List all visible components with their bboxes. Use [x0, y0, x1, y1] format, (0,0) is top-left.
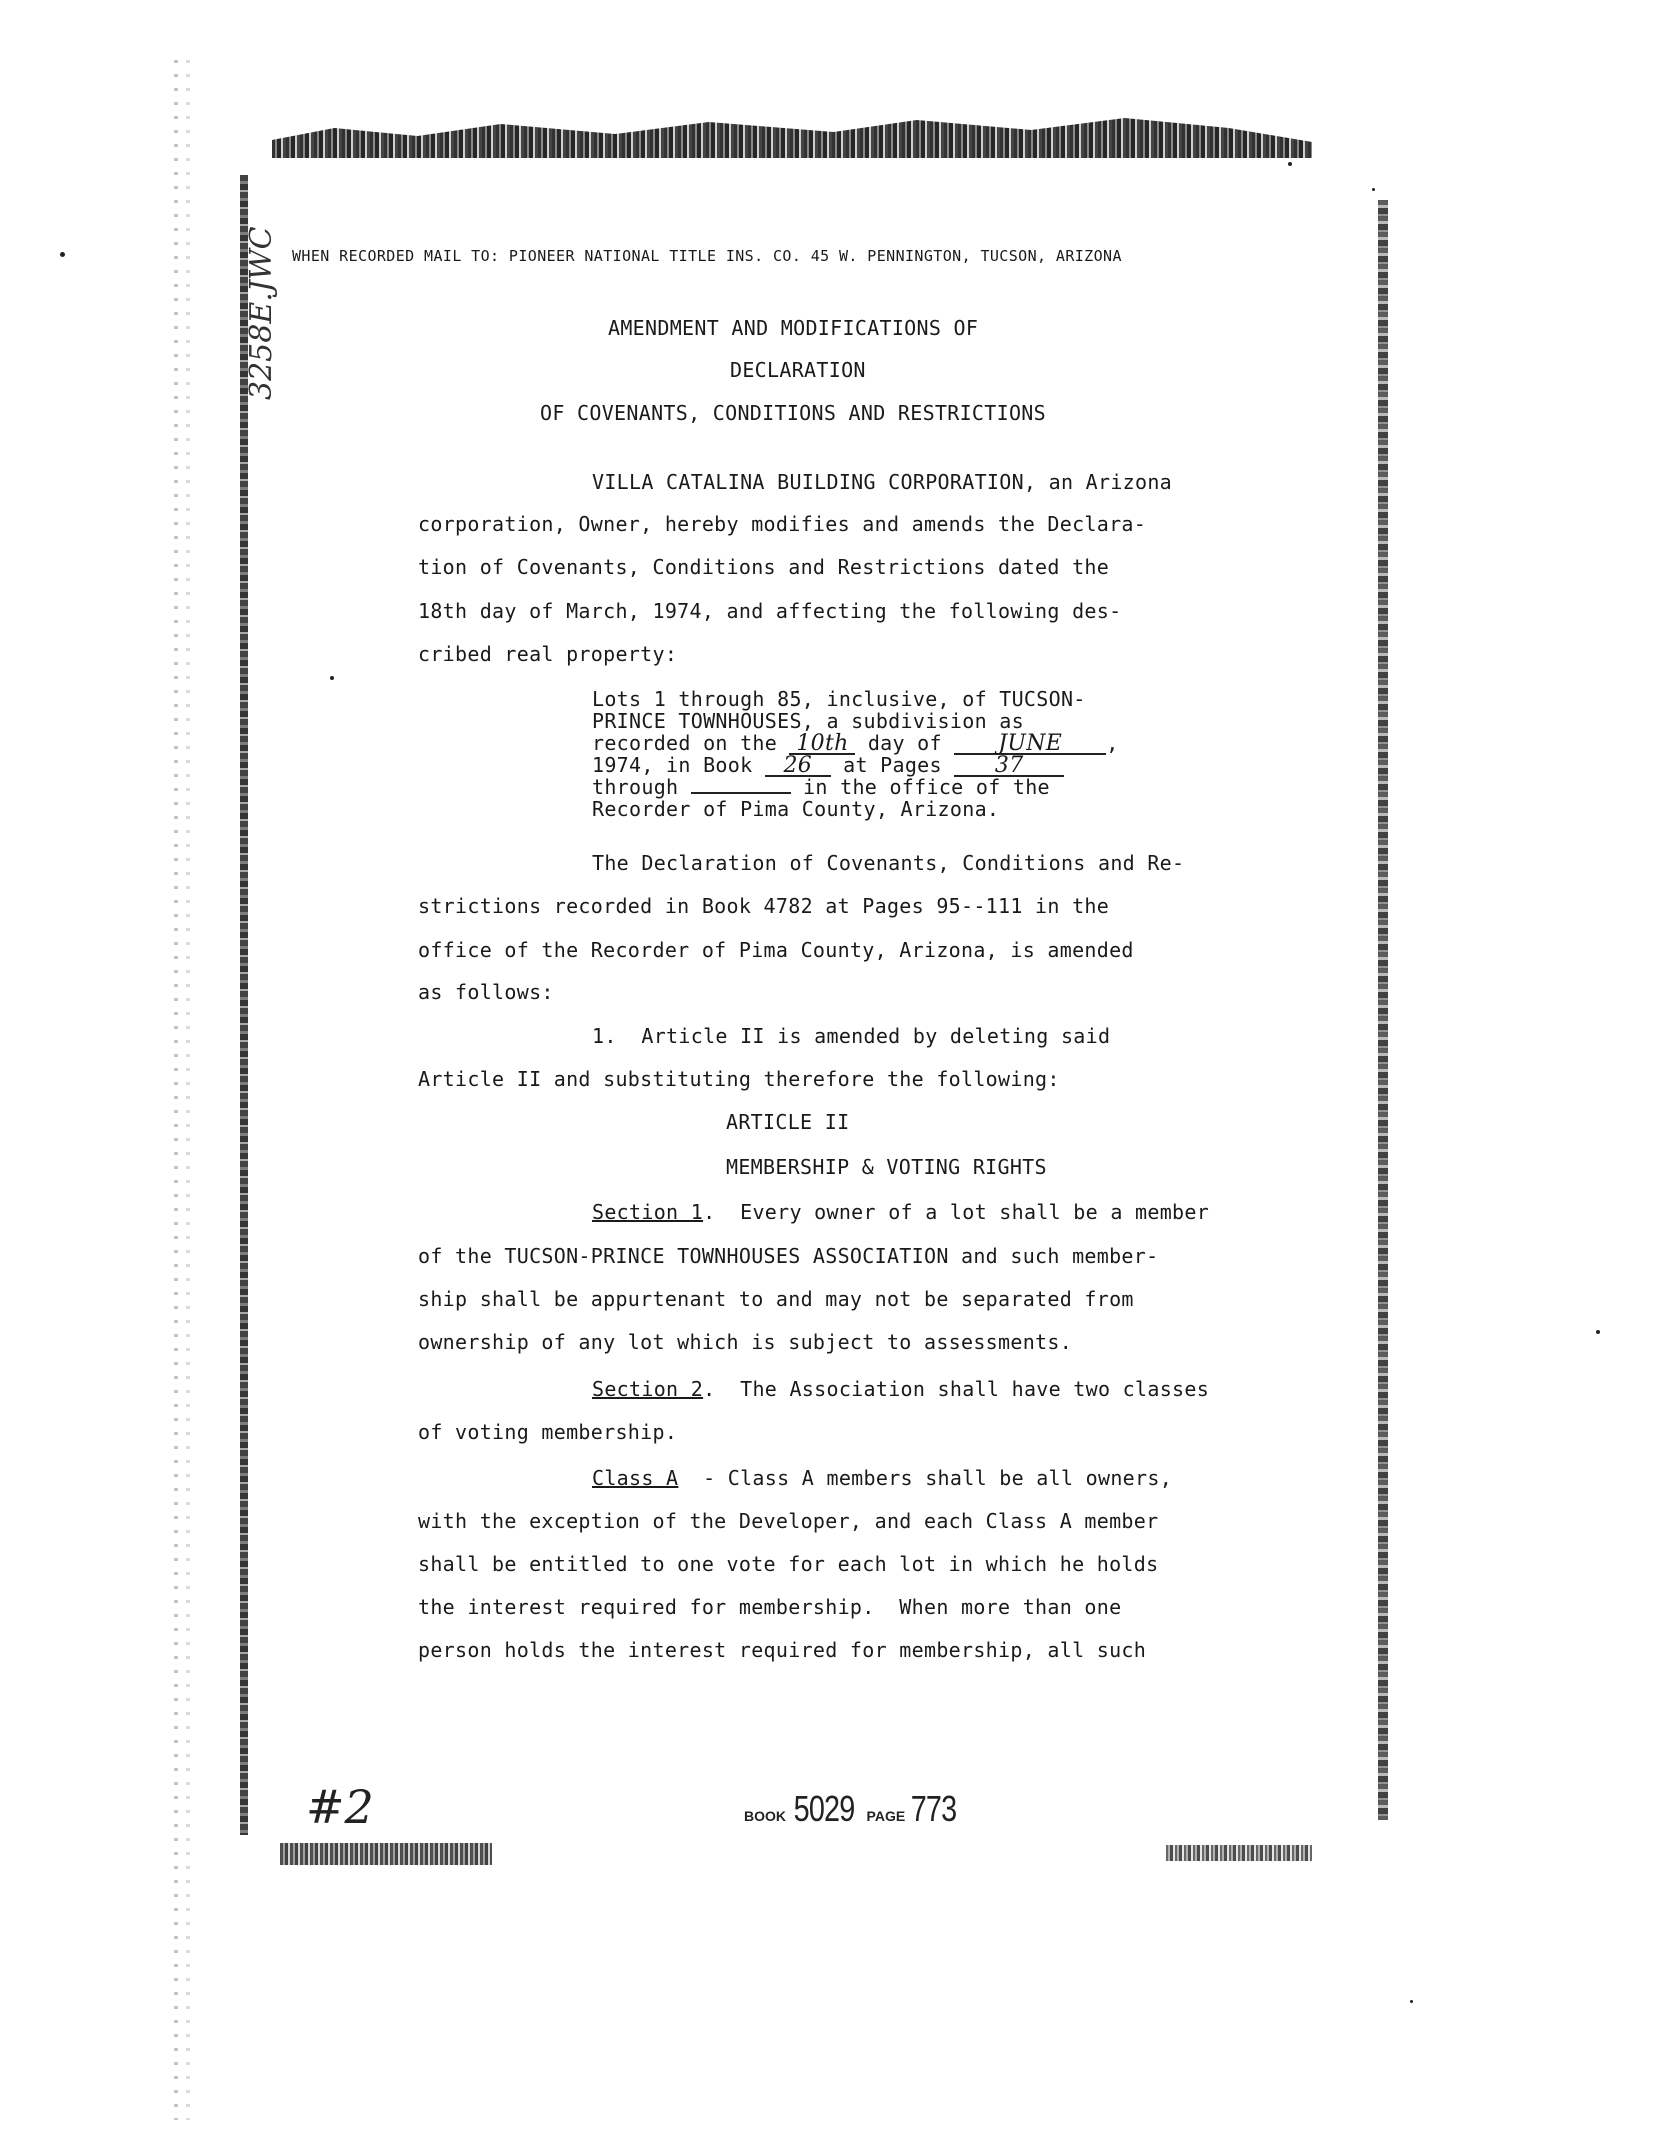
classA-first-line [592, 1466, 1172, 1490]
property-pages-text: at Pages [843, 753, 942, 777]
recorded-day-handwritten: 10th [789, 735, 855, 755]
property-recorded-text: recorded on the [592, 731, 778, 755]
recorded-pages-handwritten: 37 [954, 757, 1064, 777]
recorded-book-handwritten: 26 [765, 757, 831, 777]
scan-border-right [1378, 200, 1388, 1820]
intro-line: corporation, Owner, hereby modifies and amends the Declara- [418, 512, 1147, 536]
property-line-through [592, 775, 1050, 799]
scan-speck [1596, 1330, 1600, 1334]
classA-line: shall be entitled to one vote for each lot in which he holds [418, 1552, 1159, 1576]
section1-line: ownership of any lot which is subject to assessments. [418, 1330, 1073, 1354]
document-title-line1: AMENDMENT AND MODIFICATIONS OF [608, 316, 979, 340]
declaration-line: office of the Recorder of Pima County, Arizona, is amended [418, 938, 1134, 962]
section1-label: Section 1 [592, 1200, 704, 1224]
scan-border-left [240, 175, 248, 1835]
document-title-line3: OF COVENANTS, CONDITIONS AND RESTRICTIONS [540, 401, 1046, 425]
property-comma: , [1106, 731, 1119, 755]
property-office-text: in the office of the [803, 775, 1050, 799]
declaration-line: The Declaration of Covenants, Conditions and Re- [592, 851, 1185, 875]
handwritten-page-mark: #2 [306, 1780, 374, 1834]
scan-speck [330, 676, 334, 680]
scan-edge-dots [174, 60, 178, 2120]
scan-speck [1410, 2000, 1413, 2003]
property-line: Lots 1 through 85, inclusive, of TUCSON- [592, 687, 1086, 711]
intro-line: cribed real property: [418, 642, 678, 666]
property-through-text: through [592, 775, 679, 799]
scan-speck [60, 252, 65, 257]
property-line-book [592, 753, 1064, 777]
scan-speck [1288, 162, 1292, 166]
page-number: 773 [910, 1788, 957, 1829]
section1-line: of the TUCSON-PRINCE TOWNHOUSES ASSOCIATION and such member- [418, 1244, 1159, 1268]
article-heading: MEMBERSHIP & VOTING RIGHTS [726, 1155, 1047, 1179]
section1-line: ship shall be appurtenant to and may not be separated from [418, 1287, 1134, 1311]
section2-label: Section 2 [592, 1377, 704, 1401]
declaration-line: as follows: [418, 980, 554, 1004]
book-label: BOOK [744, 1808, 786, 1824]
margin-handwritten-note: 3258E.JWC [244, 226, 279, 400]
document-title-line2: DECLARATION [730, 358, 866, 382]
intro-line: 18th day of March, 1974, and affecting the following des- [418, 599, 1122, 623]
classA-line: the interest required for membership. When more than one [418, 1595, 1122, 1619]
book-page-stamp [744, 1788, 962, 1830]
property-line: Recorder of Pima County, Arizona. [592, 797, 1000, 821]
book-number: 5029 [793, 1788, 855, 1829]
property-book-text: 1974, in Book [592, 753, 753, 777]
section1-text: . Every owner of a lot shall be a member [703, 1200, 1210, 1224]
classA-line: person holds the interest required for membership, all such [418, 1638, 1147, 1662]
recorded-through-blank [691, 792, 791, 794]
classA-text: - Class A members shall be all owners, [678, 1466, 1173, 1490]
scan-edge-dots [186, 60, 190, 2120]
property-day-of-text: day of [867, 731, 942, 755]
classA-label: Class A [592, 1466, 679, 1490]
classA-line: with the exception of the Developer, and each Class A member [418, 1509, 1159, 1533]
declaration-line: strictions recorded in Book 4782 at Pages 95--111 in the [418, 894, 1110, 918]
item1-line: Article II and substituting therefore the following: [418, 1067, 1060, 1091]
intro-line: tion of Covenants, Conditions and Restrictions dated the [418, 555, 1110, 579]
section1-first-line [592, 1200, 1209, 1224]
section2-line: of voting membership. [418, 1420, 678, 1444]
section2-text: . The Association shall have two classes [703, 1377, 1210, 1401]
property-line-recorded [592, 731, 1119, 755]
scan-noise-bottom-right [1166, 1845, 1312, 1861]
page-label: PAGE [866, 1808, 906, 1824]
recorded-month-handwritten: JUNE [954, 735, 1106, 755]
scan-noise-top [272, 118, 1312, 158]
property-line: PRINCE TOWNHOUSES, a subdivision as [592, 709, 1024, 733]
article-number: ARTICLE II [726, 1110, 850, 1134]
item1-line: 1. Article II is amended by deleting said [592, 1024, 1111, 1048]
section2-first-line [592, 1377, 1209, 1401]
intro-line: VILLA CATALINA BUILDING CORPORATION, an Arizona [592, 470, 1173, 494]
scan-noise-bottom-left [280, 1843, 492, 1865]
scan-speck [1372, 188, 1375, 191]
recorded-mail-header: WHEN RECORDED MAIL TO: PIONEER NATIONAL TITLE INS. CO. 45 W. PENNINGTON, TUCSON, ARIZONA [292, 247, 1122, 265]
